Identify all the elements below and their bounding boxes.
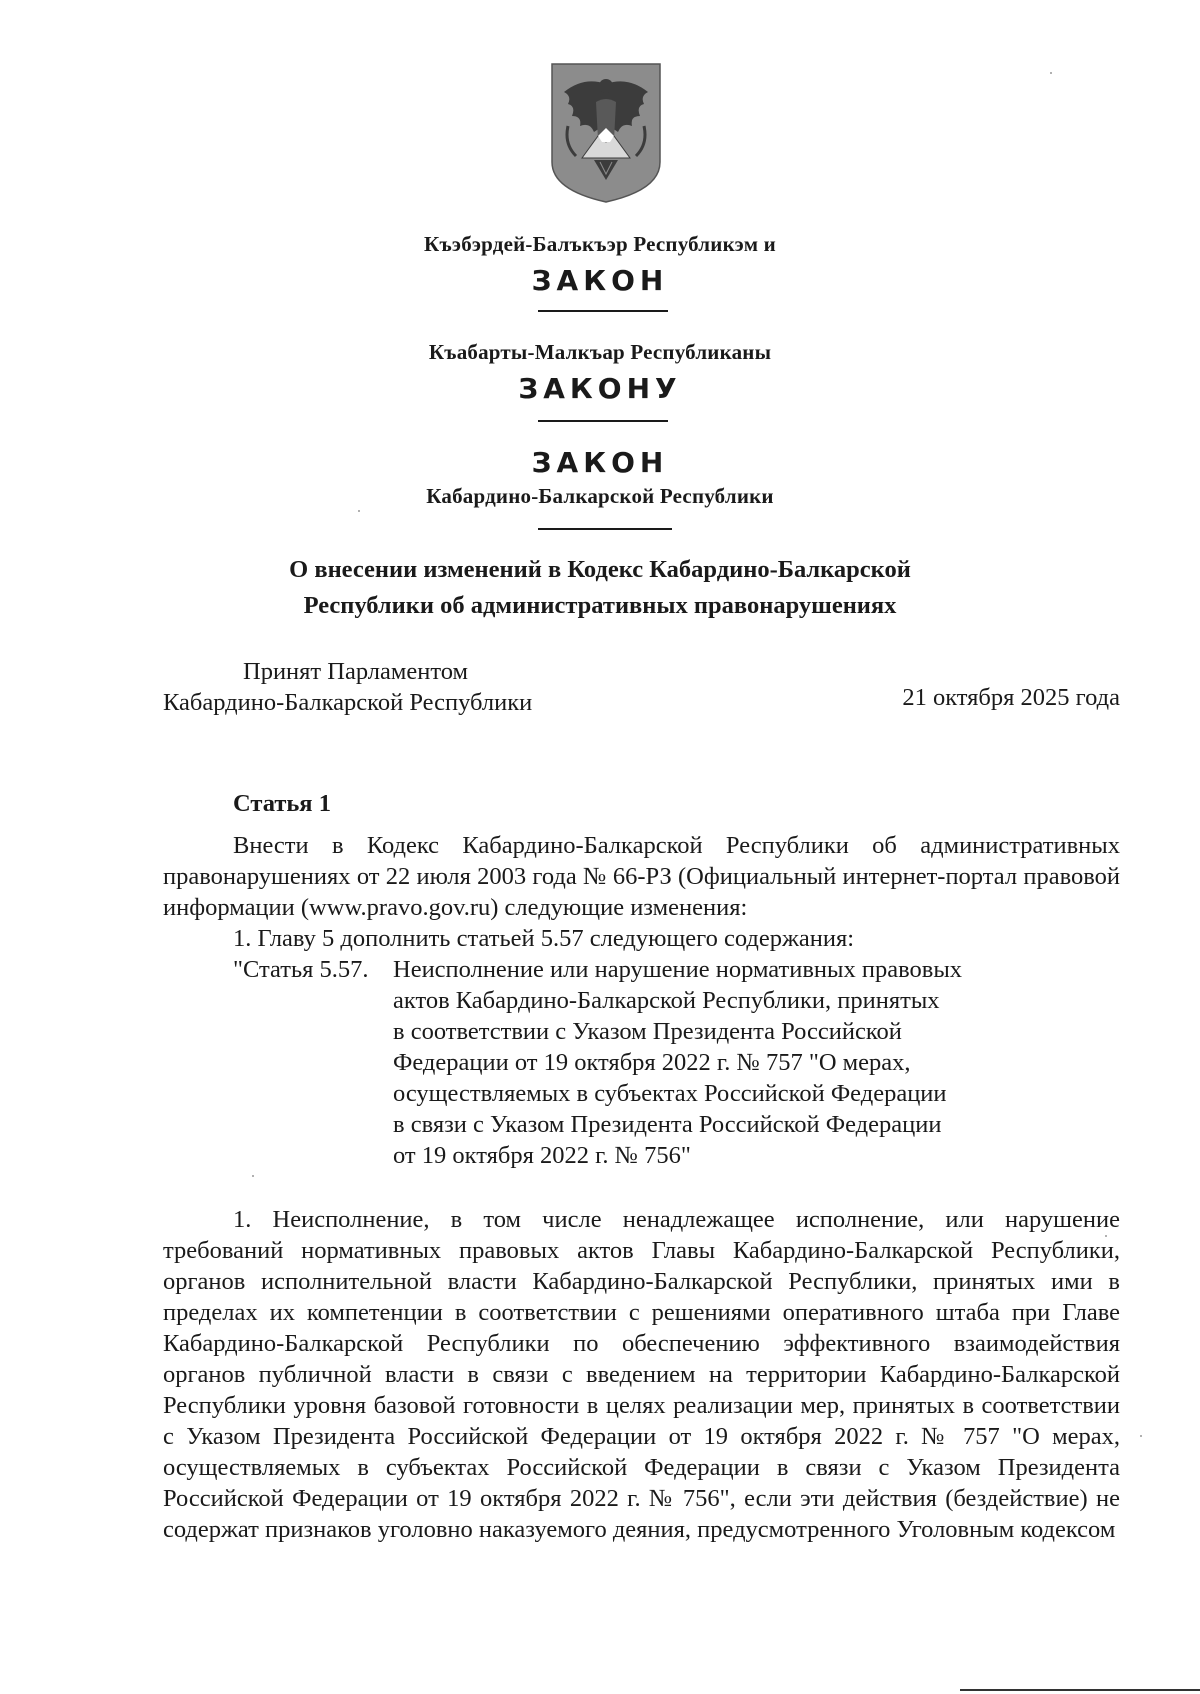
balkar-law-heading: ЗАКОНУ [518,372,682,405]
amendment-item: 1. Главу 5 дополнить статьей 5.57 следующего содержания: [233,925,855,952]
kabardian-title: Къэбэрдей-Балъкъэр Республикэм и [424,232,776,256]
russian-law-heading: ЗАКОН [531,446,669,479]
new-article-title-line: актов Кабардино-Балкарской Республики, принятых [393,987,940,1014]
adoption-line: Принят Парламентом [243,658,469,685]
article-part-1 [163,1204,1120,1545]
intro-paragraph: Внести в Кодекс Кабардино-Балкарской Республики об административных правонарушениях от 22 июля 2003 года № 66-РЗ (Официальный интернет-портал правовой информации (www.pravo.gov.ru) следующие изменения: [163,832,1120,921]
article-intro [163,830,1120,923]
divider [538,528,672,530]
new-article-title-line: в соответствии с Указом Президента Российской [393,1018,902,1045]
scan-speck [252,1175,254,1177]
adoption-date: 21 октября 2025 года [902,684,1120,711]
balkar-title: Къабарты-Малкъар Республиканы [428,340,772,364]
coat-of-arms-emblem [546,62,666,204]
document-title-line: Республики об административных правонарушениях [303,592,897,619]
part-1-paragraph: 1. Неисполнение, в том числе ненадлежащее исполнение, или нарушение требований нормативных правовых актов Главы Кабардино-Балкарской Республики, органов исполнительной власти Кабардино-Балкарской Республики, принятых ими в пределах их компетенции в соответствии с решениями оперативного штаба при Главе Кабардино-Балкарской Республики по обеспечению эффективного взаимодействия органов публичной власти в связи с введением на территории Кабардино-Балкарской Республики уровня базовой готовности в целях реализации мер, принятых в соответствии с Указом Президента Российской Федерации от 19 октября 2022 г. № 757 "О мерах, осуществляемых в субъектах Российской Федерации в связи с Указом Президента Российской Федерации от 19 октября 2022 г. № 756", если эти действия (бездействие) не содержат признаков уголовно наказуемого деяния, предусмотренного Уголовным кодексом [163,1206,1120,1543]
new-article-label: "Статья 5.57. [233,956,369,983]
new-article-title [393,954,1053,1171]
document-title [0,552,1200,624]
russian-title: Кабардино-Балкарской Республики [426,484,774,508]
scan-speck [358,510,360,512]
new-article-title-line: от 19 октября 2022 г. № 756" [393,1142,691,1169]
new-article-title-line: Федерации от 19 октября 2022 г. № 757 "О мерах, [393,1049,911,1076]
scan-edge-line [960,1689,1200,1691]
adoption-body: Кабардино-Балкарской Республики [163,689,533,716]
scan-speck [1140,1435,1142,1437]
scan-speck [1050,72,1052,74]
divider [538,310,668,312]
divider [538,420,668,422]
new-article-title-line: осуществляемых в субъектах Российской Федерации [393,1080,947,1107]
scan-speck [1105,1235,1107,1237]
new-article-title-line: Неисполнение или нарушение нормативных правовых [393,956,963,983]
document-title-line: О внесении изменений в Кодекс Кабардино-Балкарской [289,556,911,583]
new-article-title-line: в связи с Указом Президента Российской Федерации [393,1111,942,1138]
article-heading: Статья 1 [233,790,331,817]
kabardian-law-heading: ЗАКОН [531,264,669,297]
